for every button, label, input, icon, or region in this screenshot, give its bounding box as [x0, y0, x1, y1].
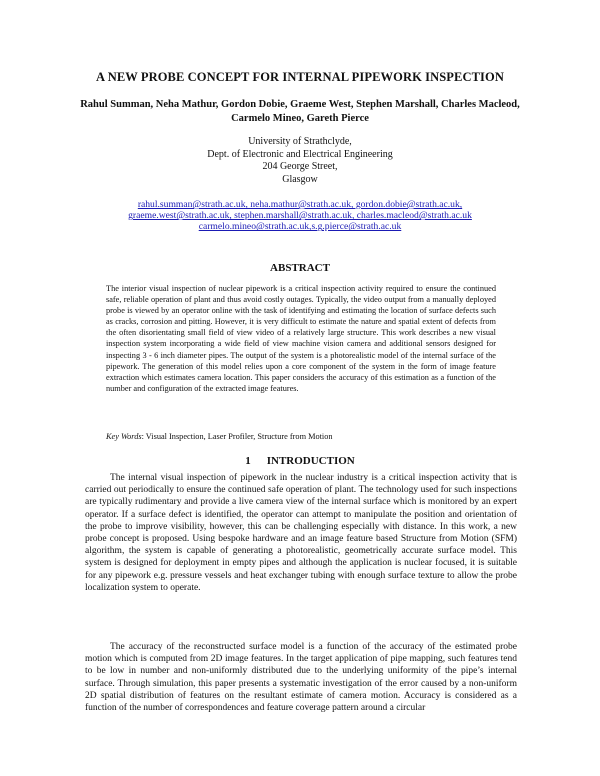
authors-line-1: Rahul Summan, Neha Mathur, Gordon Dobie, Graeme West, Stephen Marshall, Charles Macleod,: [80, 99, 520, 110]
affiliation-line-4: Glasgow: [282, 173, 318, 185]
section-title: INTRODUCTION: [266, 455, 355, 467]
keywords-label: Key Words: [106, 432, 142, 441]
abstract-heading: ABSTRACT: [270, 262, 330, 274]
email-link-line-3[interactable]: carmelo.mineo@strath.ac.uk,s.g.pierce@strath.ac.uk: [198, 221, 402, 233]
keywords: [106, 432, 506, 441]
email-link-line-1[interactable]: rahul.summan@strath.ac.uk, neha.mathur@strath.ac.uk, gordon.dobie@strath.ac.uk,: [137, 199, 463, 210]
section-heading-introduction: [200, 455, 400, 467]
keywords-text: : Visual Inspection, Laser Profiler, Structure from Motion: [141, 432, 333, 441]
paper-title: A NEW PROBE CONCEPT FOR INTERNAL PIPEWORK INSPECTION: [96, 70, 504, 84]
affiliation-line-2: Dept. of Electronic and Electrical Engineering: [207, 148, 393, 160]
authors-line-2: Carmelo Mineo, Gareth Pierce: [231, 113, 369, 124]
affiliation-line-3: 204 George Street,: [262, 161, 338, 172]
section-number: 1: [245, 455, 251, 467]
email-link-line-2[interactable]: graeme.west@strath.ac.uk, stephen.marshall@strath.ac.uk, charles.macleod@strath.ac.uk: [128, 210, 472, 222]
author-list: [60, 98, 540, 126]
email-list: [80, 199, 520, 233]
abstract-text: The interior visual inspection of nuclear pipework is a critical inspection activity required to ensure the continued safe, reliable operation of plant and thus avoid costly outages. Typically, the video output from a manually deployed probe is viewed by an operator online with the task of identifying and estimating the location of surface defects such as cracks, corrosion and pitting. However, it is very difficult to estimate the nature and spatial extent of defects from the often disorientating small field of view video of a relatively large structure. This work describes a new visual inspection system incorporating a wide field of view machine vision camera and additional sensors designed for inspecting 3 - 6 inch diameter pipes. The output of the system is a photorealistic model of the internal surface of the pipework. The generation of this model relies upon a core component of the system in the form of image feature extraction which estimates camera location. This paper considers the accuracy of this estimation as a function of the number and configuration of the extracted image features.: [106, 284, 496, 393]
affiliation-line-1: University of Strathclyde,: [248, 136, 352, 147]
intro-paragraph-1: The internal visual inspection of pipework in the nuclear industry is a critical inspection activity that is carried out periodically to ensure the continued safe operation of plant. The technology used for such inspections are typically rudimentary and provide a live camera view of the internal surface which is monitored by an expert operator. If a surface defect is identified, the operator can attempt to manipulate the position and orientation of the probe to improve visibility, however, this can be challenging especially with distance. In this work, a new probe concept is proposed. Using bespoke hardware and an image feature based Structure from Motion (SFM) algorithm, the system is capable of generating a photorealistic, geometrically accurate surface model. This system is designed for deployment in empty pipes and although the application is nuclear focused, it is suitable for any pipework e.g. pressure vessels and heat exchanger tubing with enough surface texture to allow the probe localization system to operate.: [85, 473, 517, 593]
affiliation: [150, 136, 450, 186]
intro-paragraph-2: The accuracy of the reconstructed surface model is a function of the accuracy of the estimated probe motion which is computed from 2D image features. In the target application of pipe mapping, such features tend to be low in number and non-uniformly distributed due to the underlying uniformity of the pipe’s internal surface. Through simulation, this paper presents a systematic investigation of the error caused by a non-uniform 2D spatial distribution of features on the resultant estimate of camera motion. Accuracy is considered as a function of the number of correspondences and feature coverage pattern around a circular: [85, 642, 517, 714]
